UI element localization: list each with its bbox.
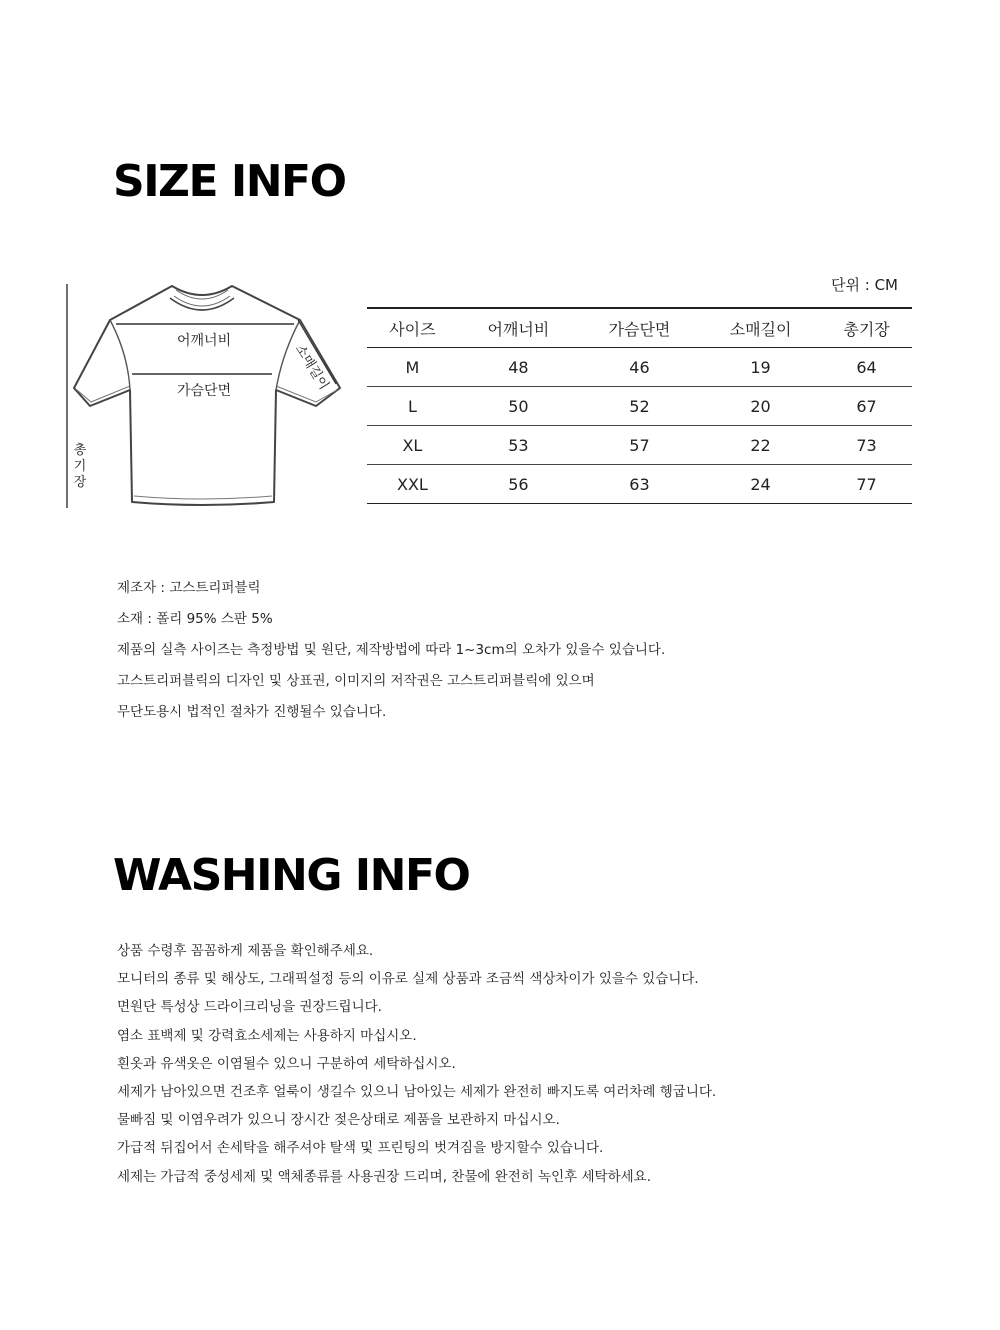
list-item: 세제가 남아있으면 건조후 얼룩이 생길수 있으니 남아있는 세제가 완전히 빠지도록 여러차례 헹굽니다. xyxy=(117,1083,717,1100)
table-header-row xyxy=(367,308,912,348)
table-cell: 53 xyxy=(458,426,579,465)
list-item: 물빠짐 및 이염우려가 있으니 장시간 젖은상태로 제품을 보관하지 마십시오. xyxy=(117,1112,560,1129)
washing-info-title: WASHING INFO xyxy=(113,850,470,901)
table-cell: 73 xyxy=(821,426,912,465)
table-cell: 77 xyxy=(821,465,912,504)
list-item: 면원단 특성상 드라이크리닝을 권장드립니다. xyxy=(117,999,382,1016)
size-info-notes xyxy=(117,573,665,728)
header-cell: 소매길이 xyxy=(700,308,821,348)
table-cell: 64 xyxy=(821,348,912,387)
header-cell: 가슴단면 xyxy=(579,308,700,348)
unit-label: 단위 : CM xyxy=(831,276,898,294)
list-item: 제품의 실측 사이즈는 측정방법 및 원단, 제작방법에 따라 1~3cm의 오차가 있을수 있습니다. xyxy=(117,642,666,658)
list-item: 무단도용시 법적인 절차가 진행될수 있습니다. xyxy=(117,704,387,720)
table-row xyxy=(367,426,912,465)
table-cell: 46 xyxy=(579,348,700,387)
table-row xyxy=(367,465,912,504)
list-item: 상품 수령후 꼼꼼하게 제품을 확인해주세요. xyxy=(117,943,374,959)
list-item: 세제는 가급적 중성세제 및 액체종류를 사용권장 드리며, 찬물에 완전히 녹인후 세탁하세요. xyxy=(117,1168,652,1185)
table-row xyxy=(367,348,912,387)
list-item: 염소 표백제 및 강력효소세제는 사용하지 마십시오. xyxy=(117,1027,417,1044)
list-item: 모니터의 종류 및 해상도, 그래픽설정 등의 이유로 실제 상품과 조금씩 색상차이가 있을수 있습니다. xyxy=(117,971,699,988)
table-cell: 52 xyxy=(579,387,700,426)
chest-label: 가슴단면 xyxy=(177,383,232,399)
table-cell: 57 xyxy=(579,426,700,465)
table-cell: XXL xyxy=(367,465,458,504)
length-label: 총기장 xyxy=(73,443,87,490)
header-cell: 어깨너비 xyxy=(458,308,579,348)
header-cell: 사이즈 xyxy=(367,308,458,348)
table-row xyxy=(367,387,912,426)
table-cell: 67 xyxy=(821,387,912,426)
list-item: 흰옷과 유색옷은 이염될수 있으니 구분하여 세탁하십시오. xyxy=(117,1055,456,1072)
table-cell: 56 xyxy=(458,465,579,504)
list-item: 고스트리퍼블릭의 디자인 및 상표권, 이미지의 저작권은 고스트리퍼블릭에 있으며 xyxy=(117,673,595,689)
table-cell: 50 xyxy=(458,387,579,426)
table-cell: M xyxy=(367,348,458,387)
size-info-title: SIZE INFO xyxy=(113,156,346,207)
shoulder-label: 어깨너비 xyxy=(177,333,232,349)
table-cell: 20 xyxy=(700,387,821,426)
washing-info-notes xyxy=(117,937,716,1191)
table-cell: 24 xyxy=(700,465,821,504)
table-cell: XL xyxy=(367,426,458,465)
header-cell: 총기장 xyxy=(821,308,912,348)
table-cell: 48 xyxy=(458,348,579,387)
list-item: 제조자 : 고스트리퍼블릭 xyxy=(117,580,261,596)
table-cell: L xyxy=(367,387,458,426)
table-cell: 19 xyxy=(700,348,821,387)
list-item: 소재 : 폴리 95% 스판 5% xyxy=(117,611,273,627)
list-item: 가급적 뒤집어서 손세탁을 해주셔야 탈색 및 프린팅의 벗겨짐을 방지할수 있습니다. xyxy=(117,1140,604,1157)
size-table xyxy=(367,307,912,504)
table-cell: 63 xyxy=(579,465,700,504)
sleeve-label: 소매길이 xyxy=(291,342,332,393)
table-cell: 22 xyxy=(700,426,821,465)
